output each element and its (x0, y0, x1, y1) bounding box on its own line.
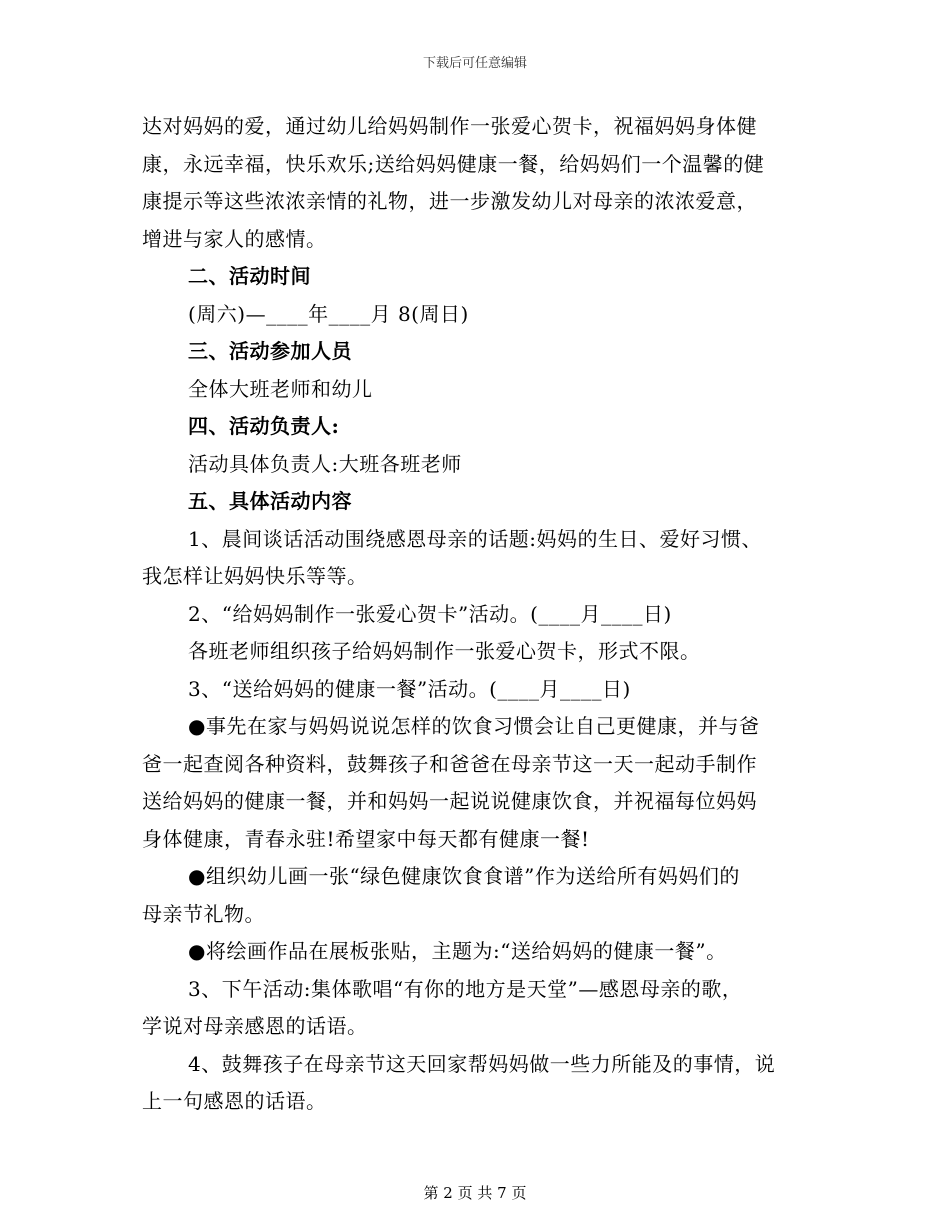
paragraph-line: 送给妈妈的健康一餐，并和妈妈一起说说健康饮食，并祝福每位妈妈 (142, 789, 757, 813)
page-header-note: 下载后可任意编辑 (422, 56, 527, 71)
paragraph-line: 学说对母亲感恩的话语。 (142, 1014, 368, 1038)
page-number-footer: 第 2 页 共 7 页 (423, 1184, 527, 1202)
paragraph-line: 1、晨间谈话活动围绕感恩母亲的话题:妈妈的生日、爱好习惯、 (188, 526, 762, 551)
responsible-text: 活动具体负责人:大班各班老师 (188, 451, 462, 476)
paragraph-line: 3、“送给妈妈的健康一餐”活动。(____月____日) (188, 676, 631, 701)
paragraph-line: 康，永远幸福，快乐欢乐;送给妈妈健康一餐，给妈妈们一个温馨的健 (142, 151, 765, 176)
activity-time-text: (周六)—____年____月 8(周日) (188, 301, 469, 326)
section-heading-participants: 三、活动参加人员 (188, 339, 352, 363)
bullet-paragraph-line: ●组织幼儿画一张“绿色健康饮食食谱”作为送给所有妈妈们的 (188, 864, 740, 888)
paragraph-line: 增进与家人的感情。 (142, 226, 327, 251)
bullet-paragraph-line: ●事先在家与妈妈说说怎样的饮食习惯会让自己更健康，并与爸 (188, 714, 760, 738)
paragraph-line: 3、下午活动:集体歌唱“有你的地方是天堂”—感恩母亲的歌， (188, 976, 743, 1001)
section-heading-responsible: 四、活动负责人: (188, 414, 340, 438)
document-body (142, 108, 810, 1121)
section-heading-content: 五、具体活动内容 (188, 489, 352, 513)
paragraph-line: 2、“给妈妈制作一张爱心贺卡”活动。(____月____日) (188, 601, 672, 626)
section-heading-time: 二、活动时间 (188, 264, 311, 288)
paragraph-line: 上一句感恩的话语。 (142, 1089, 327, 1113)
paragraph-line: 我怎样让妈妈快乐等等。 (142, 564, 368, 588)
paragraph-line: 身体健康，青春永驻!希望家中每天都有健康一餐! (142, 826, 590, 851)
paragraph-line: 达对妈妈的爱，通过幼儿给妈妈制作一张爱心贺卡，祝福妈妈身体健 (142, 114, 757, 138)
paragraph-line: 康提示等这些浓浓亲情的礼物，进一步激发幼儿对母亲的浓浓爱意， (142, 189, 757, 213)
paragraph-line: 各班老师组织孩子给妈妈制作一张爱心贺卡，形式不限。 (188, 639, 701, 663)
paragraph-line: 母亲节礼物。 (142, 901, 265, 926)
bullet-paragraph-line: ●将绘画作品在展板张贴，主题为:“送给妈妈的健康一餐”。 (188, 939, 727, 963)
paragraph-line: 4、鼓舞孩子在母亲节这天回家帮妈妈做一些力所能及的事情，说 (188, 1051, 776, 1076)
participants-text: 全体大班老师和幼儿 (188, 376, 373, 401)
paragraph-line: 爸一起查阅各种资料，鼓舞孩子和爸爸在母亲节这一天一起动手制作 (142, 751, 757, 776)
